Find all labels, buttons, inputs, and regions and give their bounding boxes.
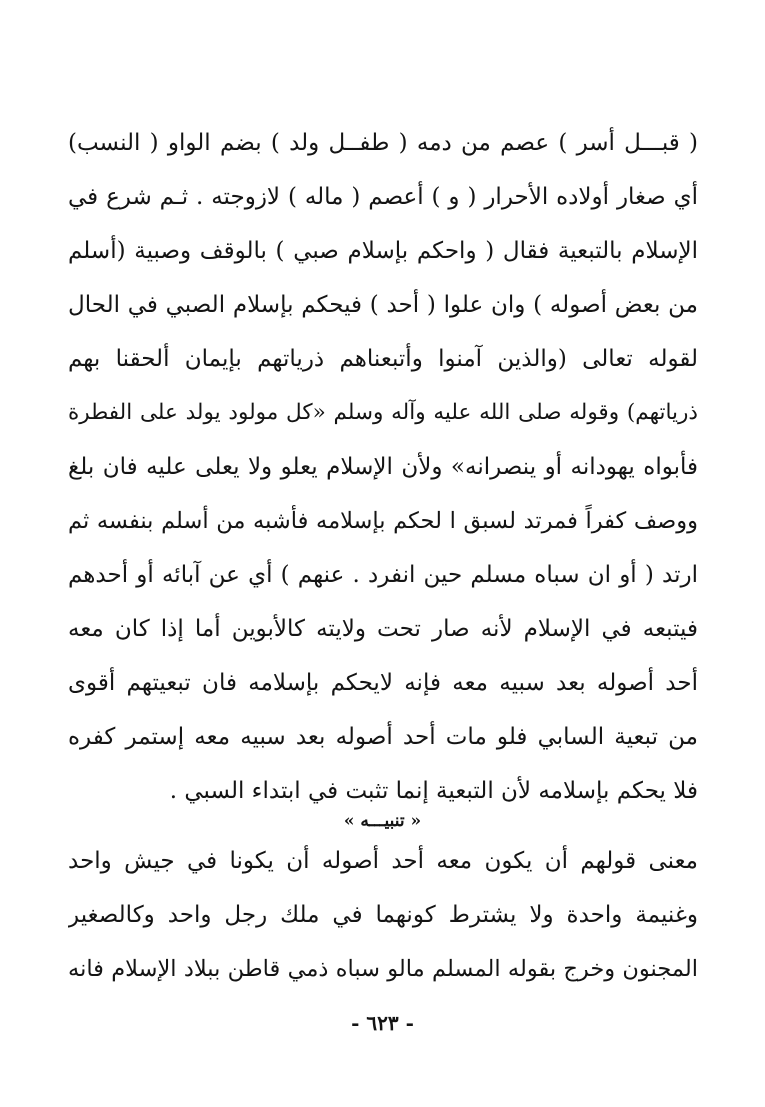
text-line: الإسلام بالتبعية فقال ( واحكم بإسلام صبي ) بالوقف وصبية (أسلم bbox=[68, 238, 698, 264]
text-line: فيتبعه في الإسلام لأنه صار تحت ولايته كالأبوين أما إذا كان معه bbox=[68, 616, 698, 642]
text-line: أي صغار أولاده الأحرار ( و ) أعصم ( ماله ) لازوجته . ثـم شرع في bbox=[68, 184, 698, 210]
text-line: ارتد ( أو ان سباه مسلم حين انفرد . عنهم ) أي عن آبائه أو أحدهم bbox=[68, 562, 698, 588]
paragraph-2 bbox=[68, 834, 698, 996]
paragraph-1 bbox=[68, 116, 698, 818]
section-heading: « تنبيـــه » bbox=[343, 811, 422, 831]
text-line: المجنون وخرج بقوله المسلم مالو سباه ذمي قاطن ببلاد الإسلام فانه bbox=[68, 956, 698, 982]
text-line: فلا يحكم بإسلامه لأن التبعية إنما تثبت في ابتداء السبي . bbox=[169, 778, 698, 804]
text-line: أحد أصوله بعد سبيه معه فإنه لايحكم بإسلامه فان تبعيتهم أقوى bbox=[68, 670, 698, 696]
text-line: ذرياتهم) وقوله صلى الله عليه وآله وسلم «كل مولود يولد على الفطرة bbox=[68, 400, 698, 425]
text-line: فأبواه يهودانه أو ينصرانه» ولأن الإسلام يعلو ولا يعلى عليه فان بلغ bbox=[68, 454, 698, 480]
text-line: لقوله تعالى (والذين آمنوا وأتبعناهم ذرياتهم بإيمان ألحقنا بهم bbox=[68, 346, 698, 372]
text-line: من تبعية السابي فلو مات أحد أصوله بعد سبيه معه إستمر كفره bbox=[68, 724, 698, 750]
text-line: وغنيمة واحدة ولا يشترط كونهما في ملك رجل واحد وكالصغير bbox=[68, 902, 698, 928]
text-line: من بعض أصوله ) وان علوا ( أحد ) فيحكم بإسلام الصبي في الحال bbox=[68, 292, 698, 318]
text-line: معنى قولهم أن يكون معه أحد أصوله أن يكونا في جيش واحد bbox=[68, 848, 698, 874]
text-line: ووصف كفراً فمرتد لسبق ا لحكم بإسلامه فأشبه من أسلم بنفسه ثم bbox=[68, 508, 698, 534]
page-number: - ٦٢٣ - bbox=[351, 1011, 414, 1035]
text-line: ( قبـــل أسر ) عصم من دمه ( طفــل ولد ) بضم الواو ( النسب) bbox=[68, 130, 698, 156]
